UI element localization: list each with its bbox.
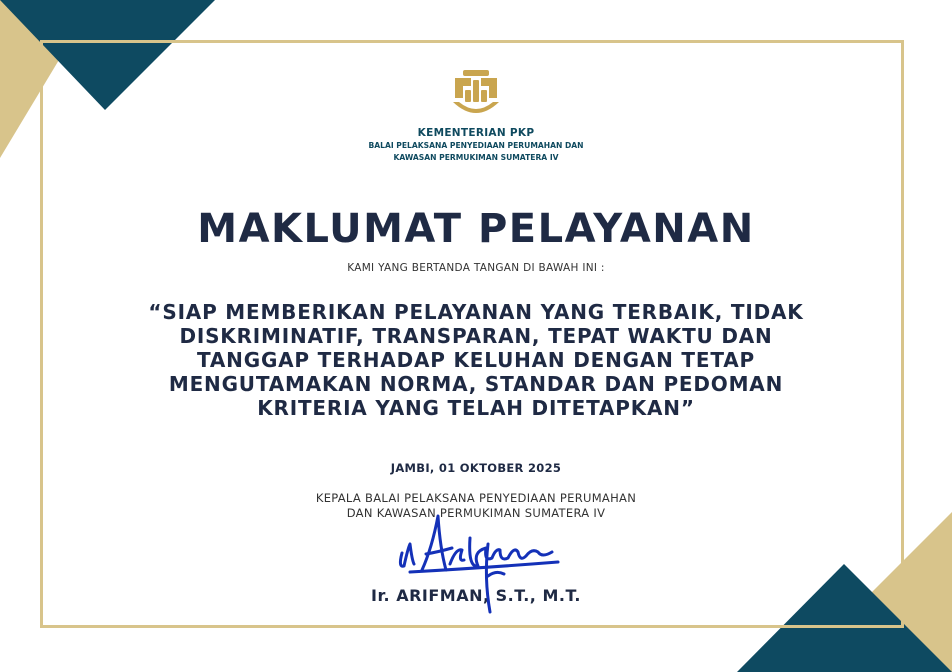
position-line2: DAN KAWASAN PERMUKIMAN SUMATERA IV — [346, 506, 606, 520]
subtitle: KAMI YANG BERTANDA TANGAN DI BAWAH INI : — [347, 262, 605, 274]
signatory-name: Ir. ARIFMAN, S.T., M.T. — [370, 586, 581, 605]
ministry-logo-icon — [449, 68, 503, 122]
statement-line: “SIAP MEMBERIKAN PELAYANAN YANG TERBAIK, TIDAK — [148, 300, 804, 324]
unit-name-line1: BALAI PELAKSANA PENYEDIAAN PERUMAHAN DAN — [368, 141, 584, 150]
service-statement — [120, 300, 832, 420]
place-date: JAMBI, 01 OKTOBER 2025 — [390, 461, 562, 475]
position-line1: KEPALA BALAI PELAKSANA PENYEDIAAN PERUMAHAN — [315, 491, 637, 505]
statement-line: DISKRIMINATIF, TRANSPARAN, TEPAT WAKTU DAN — [179, 324, 773, 348]
statement-line: MENGUTAMAKAN NORMA, STANDAR DAN PEDOMAN — [168, 372, 784, 396]
statement-line: TANGGAP TERHADAP KELUHAN DENGAN TETAP — [197, 348, 755, 372]
ministry-name: KEMENTERIAN PKP — [417, 127, 535, 139]
statement-line: KRITERIA YANG TELAH DITETAPKAN” — [257, 396, 695, 420]
page-title: MAKLUMAT PELAYANAN — [197, 206, 755, 252]
unit-name-line2: KAWASAN PERMUKIMAN SUMATERA IV — [393, 153, 559, 162]
handwritten-signature — [392, 508, 564, 618]
